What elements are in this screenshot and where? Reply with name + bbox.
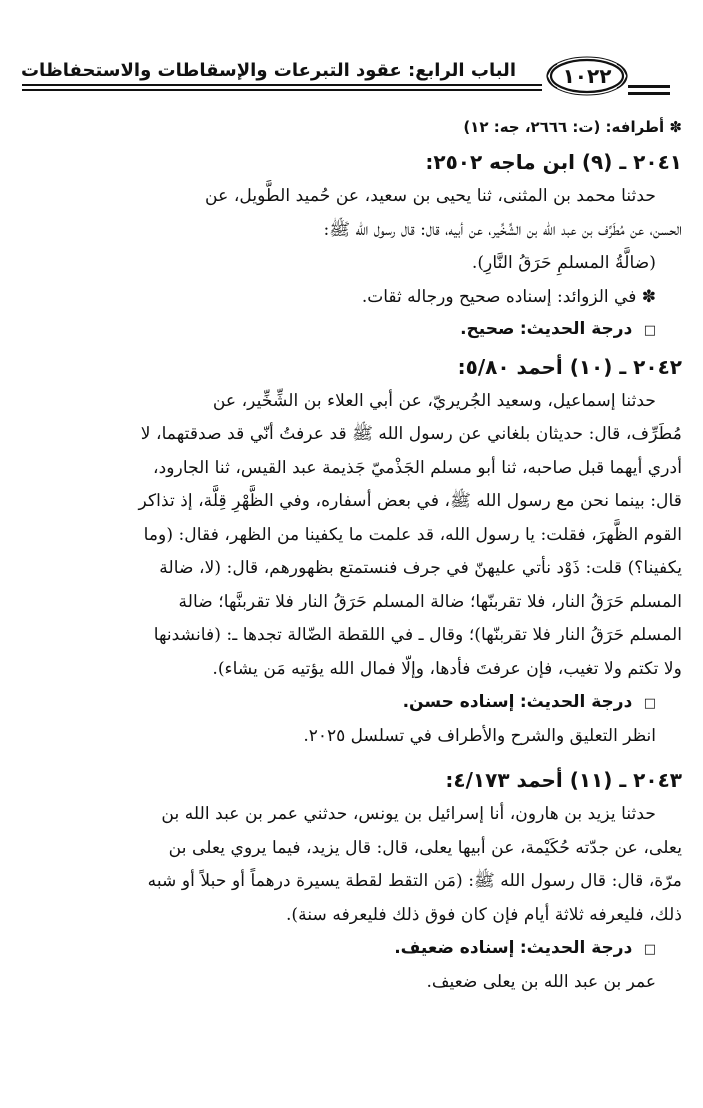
page-content [20,118,682,998]
entry-text-line: مُطَرِّف، قال: حديثان بلغاني عن رسول الله ﷺ قد عرفتُ أنّي قد صدقتهما، لا [140,424,682,444]
grade-value: إسناده حسن. [402,692,515,712]
entry-note: ✽ في الزوائد: إسناده صحيح ورجاله ثقات. [361,286,656,307]
entry-text-line: الحسن، عن مُطَرِّف بن عبد الله بن الشِّخِّير، عن أبيه، قال: قال رسول الله ﷺ: [323,219,682,240]
entry-text-line: أدري أيهما قبل صاحبه، ثنا أبو مسلم الجَذْميّ جَذيمة عبد القيس، ثنا الجارود، [153,457,682,478]
entry-text-line: ولا تكتم ولا تغيب، فإن عرفتَ فأدها، وإلّا فمال الله يؤتيه مَن يشاء). [212,658,682,679]
header-rule-top [22,84,542,86]
entry-heading: ٢٠٤٢ ـ (١٠) أحمد ٥/٨٠: [457,354,682,379]
entry-text-line: ذلك، فليعرفه ثلاثة أيام فإن كان فوق ذلك فليعرفه سنة). [285,904,682,925]
entry-text-line: مرّة، قال: قال رسول الله ﷺ: (مَن التقط لقطة يسيرة درهماً أو حبلاً أو شبه [147,871,682,891]
entry-text-line: القوم الظَّهرَ، فقلت: يا رسول الله، قد علمت ما يكفينا من الظهر، فقال: (وما [143,524,682,545]
entry-text-line: المسلم حَرَقُ النار فلا تقربنّها)؛ وقال ـ في اللقطة الضّالة تجدها ـ: (فانشدنها [153,625,682,645]
chapter-title: الباب الرابع: عقود التبرعات والإسقاطات والاستحفاظات [20,60,516,81]
hadith-grade [20,313,656,347]
narrator-note: عمر بن عبد الله بن يعلى ضعيف. [426,972,656,992]
header-dash-1 [628,85,670,88]
page-number: ١٠٢٢ [562,64,612,88]
header-rule-bottom [22,89,542,91]
hadith-grade [20,686,656,720]
grade-marker: □ [643,696,656,711]
entry-text-line: يكفينا؟) قلت: ذَوْد نأتي عليهنّ في جرف فنستمتع بظهورهم، قال: (لا، ضالة [159,558,682,578]
grade-label: درجة الحديث: [519,692,633,712]
page-header [22,52,682,104]
cross-reference-note: انظر التعليق والشرح والأطراف في تسلسل ٢٠٢٥. [303,726,656,746]
grade-marker: □ [643,942,656,957]
hadith-grade [20,932,656,966]
entry-text-line: حدثنا إسماعيل، وسعيد الجُريريّ، عن أبي العلاء بن الشِّخِّير، عن [212,390,656,411]
entry-text-line: قال: بينما نحن مع رسول الله ﷺ، في بعض أسفاره، وفي الظَّهْرِ قِلَّة، إذ تذاكر [138,491,682,511]
grade-value: صحيح. [460,318,515,339]
entry-text-line: حدثنا محمد بن المثنى، ثنا يحيى بن سعيد، عن حُميد الطَّويل، عن [205,186,656,206]
top-reference: ✽ أطرافه: (ت: ٢٦٦٦، جه: ١٢) [463,118,682,136]
entry-heading: ٢٠٤١ ـ (٩) ابن ماجه ٢٥٠٢: [425,150,682,174]
grade-value: إسناده ضعيف. [394,938,515,958]
entry-heading: ٢٠٤٣ ـ (١١) أحمد ٤/١٧٣: [445,768,682,792]
page-number-badge [544,54,630,98]
entry-text-line: المسلم حَرَقُ النار، فلا تقربنّها؛ ضالة المسلم حَرَقُ النار فلا تقربنَّها؛ ضالة [178,591,682,612]
grade-label: درجة الحديث: [519,938,633,958]
grade-marker: □ [643,322,656,338]
entry-text-line: حدثنا يزيد بن هارون، أنا إسرائيل بن يونس، حدثني عمر بن عبد الله بن [161,804,656,824]
entry-text-line: (ضالَّةُ المسلمِ حَرَقُ النَّارِ). [471,253,656,273]
header-dash-2 [628,92,670,95]
grade-label: درجة الحديث: [519,318,633,339]
entry-text-line: يعلى، عن جدّته حُكَيْمة، عن أبيها يعلى، قال: قال يزيد، فيما يروي يعلى بن [168,837,682,858]
